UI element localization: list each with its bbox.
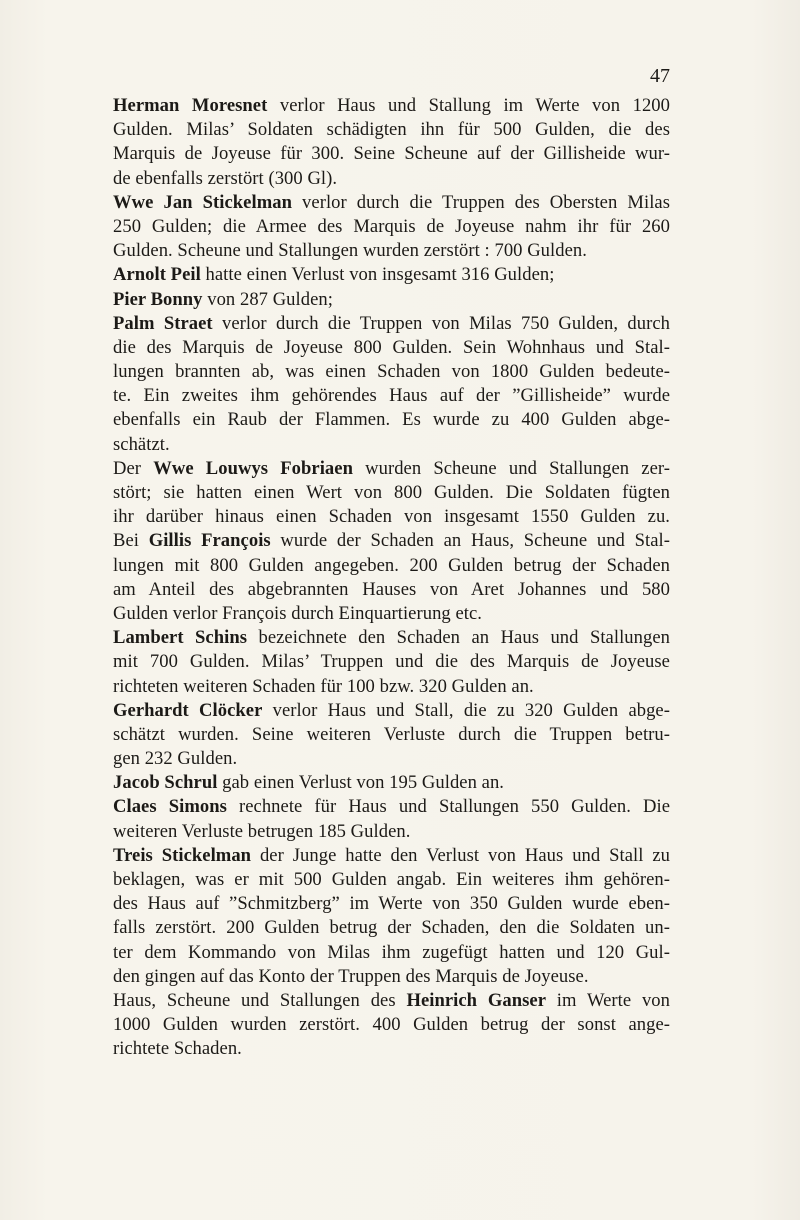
line-text: Marquis de Joyeuse für 300. Seine Scheune auf der Gillisheide wur- <box>113 143 670 165</box>
text-line <box>113 191 670 215</box>
person-name: Heinrich Ganser <box>406 989 547 1011</box>
text-line <box>113 892 670 916</box>
line-text: mit 700 Gulden. Milas’ Truppen und die des Marquis de Joyeuse <box>113 651 670 673</box>
line-text: schätzt. <box>113 433 170 455</box>
line-text: von 287 Gulden; <box>202 288 333 310</box>
line-text: Der <box>113 457 154 479</box>
line-text: beklagen, was er mit 500 Gulden angab. Ein weiteres ihm gehören- <box>113 869 670 890</box>
line-text: de ebenfalls zerstört (300 Gl). <box>113 167 338 189</box>
line-text: 1000 Gulden wurden zerstört. 400 Gulden betrug der sonst ange- <box>113 1014 670 1036</box>
person-name: Gillis François <box>148 530 271 552</box>
text-line <box>113 215 670 239</box>
text-line <box>113 481 670 505</box>
text-line <box>113 699 670 723</box>
line-text: verlor Haus und Stall, die zu 320 Gulden abge- <box>262 699 670 721</box>
text-line <box>113 433 670 457</box>
body-text <box>113 94 670 1062</box>
page-number: 47 <box>650 65 670 87</box>
text-line <box>113 578 670 602</box>
person-name: Lambert Schins <box>113 627 248 649</box>
text-line <box>113 989 670 1013</box>
text-line <box>113 723 670 747</box>
line-text: rechnete für Haus und Stallungen 550 Gulden. Die <box>226 796 670 818</box>
person-name: Gerhardt Clöcker <box>113 699 263 721</box>
text-line <box>113 360 670 384</box>
text-line <box>113 868 670 892</box>
text-line <box>113 771 670 795</box>
line-text: hatte einen Verlust von insgesamt 316 Gulden; <box>200 264 555 286</box>
text-line <box>113 844 670 868</box>
text-line <box>113 626 670 650</box>
text-line <box>113 263 670 287</box>
text-line <box>113 408 670 432</box>
person-name: Claes Simons <box>113 796 227 818</box>
text-line <box>113 288 670 312</box>
text-line <box>113 820 670 844</box>
line-text: bezeichnete den Schaden an Haus und Stallungen <box>247 627 670 649</box>
text-line <box>113 795 670 819</box>
text-line <box>113 336 670 360</box>
line-text: die des Marquis de Joyeuse 800 Gulden. Sein Wohnhaus und Stal- <box>113 336 670 358</box>
line-text: wurde der Schaden an Haus, Scheune und Stal- <box>270 530 670 552</box>
line-text: ter dem Kommando von Milas ihm zugefügt hatten und 120 Gul- <box>113 941 670 963</box>
text-line <box>113 916 670 940</box>
line-text: schätzt wurden. Seine weiteren Verluste durch die Truppen betru- <box>113 723 670 745</box>
line-text: lungen mit 800 Gulden angegeben. 200 Gulden betrug der Schaden <box>113 554 670 576</box>
text-line <box>113 747 670 771</box>
person-name: Jacob Schrul <box>113 772 218 794</box>
text-line <box>113 529 670 553</box>
line-text: gab einen Verlust von 195 Gulden an. <box>217 772 504 794</box>
text-line <box>113 1037 670 1061</box>
text-line <box>113 602 670 626</box>
text-line <box>113 505 670 529</box>
person-name: Palm Straet <box>113 312 213 334</box>
text-line <box>113 239 670 263</box>
line-text: Bei <box>113 530 149 552</box>
person-name: Wwe Jan Stickelman <box>113 191 292 213</box>
line-text: wurden Scheune und Stallungen zer- <box>352 457 670 479</box>
line-text: richtete Schaden. <box>113 1038 242 1060</box>
line-text: gen 232 Gulden. <box>113 748 238 770</box>
person-name: Wwe Louwys Fobriaen <box>153 457 353 479</box>
line-text: ihr darüber hinaus einen Schaden von insgesamt 1550 Gulden zu. <box>113 506 670 528</box>
line-text: ebenfalls ein Raub der Flammen. Es wurde zu 400 Gulden abge- <box>113 409 670 431</box>
line-text: verlor durch die Truppen des Obersten Milas <box>291 191 670 213</box>
text-line <box>113 457 670 481</box>
line-text: Gulden. Scheune und Stallungen wurden zerstört : 700 Gulden. <box>113 240 587 262</box>
text-line <box>113 675 670 699</box>
line-text: verlor Haus und Stallung im Werte von 1200 <box>267 95 671 116</box>
person-name: Herman Moresnet <box>113 95 268 116</box>
text-line <box>113 312 670 336</box>
line-text: am Anteil des abgebrannten Hauses von Aret Johannes und 580 <box>113 578 670 600</box>
text-line <box>113 118 670 142</box>
text-line <box>113 965 670 989</box>
text-line <box>113 384 670 408</box>
line-text: des Haus auf ”Schmitzberg” im Werte von 350 Gulden wurde eben- <box>113 893 670 915</box>
text-line <box>113 554 670 578</box>
line-text: der Junge hatte den Verlust von Haus und Stall zu <box>251 844 670 866</box>
text-line <box>113 1013 670 1037</box>
line-text: im Werte von <box>546 989 671 1011</box>
line-text: Gulden. Milas’ Soldaten schädigten ihn für 500 Gulden, die des <box>113 119 670 141</box>
line-text: weiteren Verluste betrugen 185 Gulden. <box>113 820 411 842</box>
line-text: verlor durch die Truppen von Milas 750 Gulden, durch <box>212 312 670 334</box>
person-name: Arnolt Peil <box>113 264 201 286</box>
line-text: stört; sie hatten einen Wert von 800 Gulden. Die Soldaten fügten <box>113 482 670 503</box>
text-line <box>113 142 670 166</box>
line-text: richteten weiteren Schaden für 100 bzw. 320 Gulden an. <box>113 675 534 697</box>
line-text: Gulden verlor François durch Einquartierung etc. <box>113 602 482 624</box>
line-text: te. Ein zweites ihm gehörendes Haus auf der ”Gillisheide” wurde <box>113 385 670 407</box>
line-text: den gingen auf das Konto der Truppen des Marquis de Joyeuse. <box>113 965 589 987</box>
line-text: falls zerstört. 200 Gulden betrug der Schaden, den die Soldaten un- <box>113 917 670 939</box>
text-line <box>113 167 670 191</box>
text-line <box>113 94 670 118</box>
text-line <box>113 941 670 965</box>
line-text: 250 Gulden; die Armee des Marquis de Joyeuse nahm ihr für 260 <box>113 215 670 237</box>
text-line <box>113 650 670 674</box>
line-text: lungen brannten ab, was einen Schaden von 1800 Gulden bedeute- <box>113 361 670 383</box>
person-name: Treis Stickelman <box>113 844 252 866</box>
line-text: Haus, Scheune und Stallungen des <box>113 989 407 1011</box>
person-name: Pier Bonny <box>113 288 203 310</box>
